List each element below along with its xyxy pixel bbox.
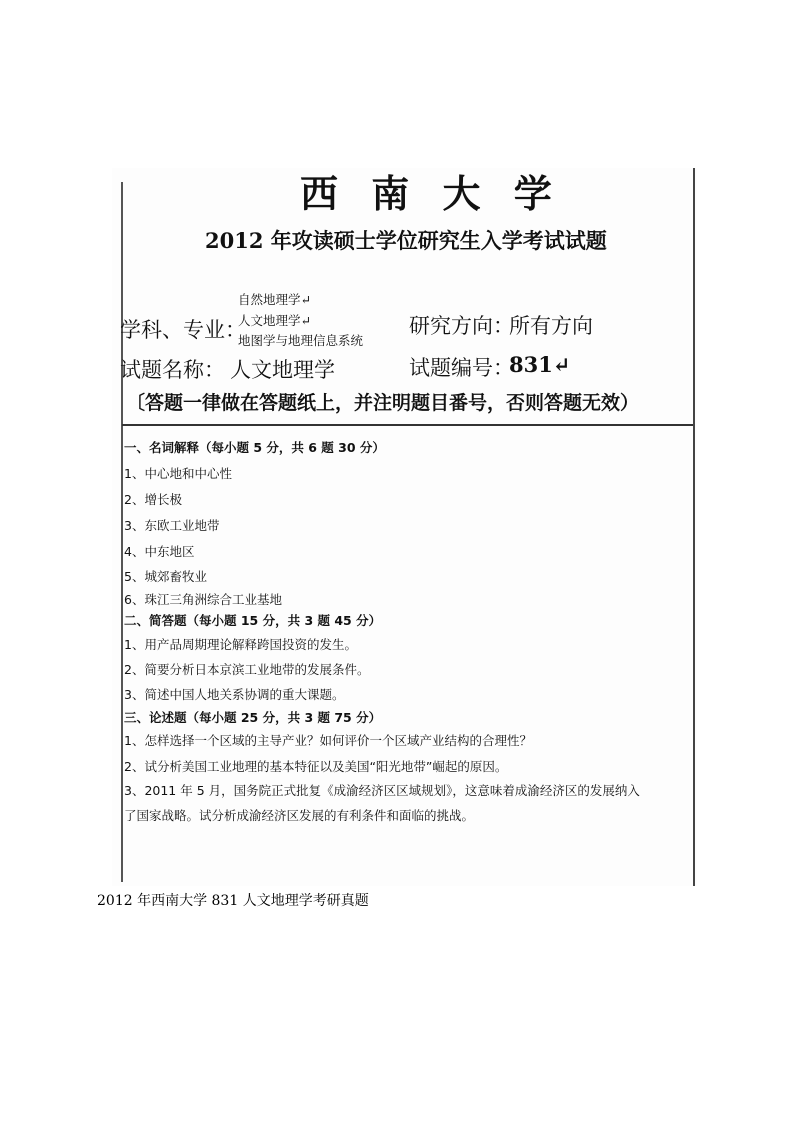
paper-code-value: 831↵	[509, 352, 571, 377]
paper-name-label: 试题名称：	[120, 358, 225, 382]
list-item: 1、用产品周期理论解释跨国投资的发生。	[124, 637, 357, 652]
scan-left-border	[121, 182, 123, 882]
major-2: 人文地理学↵	[238, 313, 311, 328]
header-divider	[122, 424, 693, 426]
major-3: 地图学与地理信息系统	[238, 333, 364, 348]
list-item: 3、简述中国人地关系协调的重大课题。	[124, 687, 345, 702]
list-item: 3、东欧工业地带	[124, 518, 220, 533]
scan-right-border	[693, 168, 695, 886]
list-item: 4、中东地区	[124, 544, 195, 559]
section-heading-essay: 三、论述题（每小题 25 分，共 3 题 75 分）	[124, 710, 382, 725]
list-item: 5、城郊畜牧业	[124, 569, 207, 584]
document-caption: 2012 年西南大学 831 人文地理学考研真题	[97, 893, 369, 909]
exam-title: 2012 年攻读硕士学位研究生入学考试试题	[205, 228, 607, 253]
list-item: 2、试分析美国工业地理的基本特征以及美国“阳光地带”崛起的原因。	[124, 759, 508, 774]
direction-value: 所有方向	[509, 314, 593, 338]
list-item: 1、中心地和中心性	[124, 466, 232, 481]
direction-label: 研究方向：	[409, 314, 514, 338]
paper-name-value: 人文地理学	[230, 358, 335, 382]
section-heading-definitions: 一、名词解释（每小题 5 分，共 6 题 30 分）	[124, 440, 385, 455]
list-item: 2、简要分析日本京滨工业地带的发展条件。	[124, 662, 370, 677]
list-item: 3、2011 年 5 月，国务院正式批复《成渝经济区区域规划》，这意味着成渝经济区的发展纳入	[124, 783, 640, 798]
major-1: 自然地理学↵	[238, 292, 311, 307]
list-item: 1、怎样选择一个区域的主导产业？如何评价一个区域产业结构的合理性？	[124, 733, 532, 748]
subject-label: 学科、专业：	[120, 318, 246, 342]
list-item: 6、珠江三角洲综合工业基地	[124, 592, 282, 607]
section-heading-short-answer: 二、简答题（每小题 15 分，共 3 题 45 分）	[124, 613, 382, 628]
list-item: 2、增长极	[124, 492, 182, 507]
university-title: 西 南 大 学	[300, 171, 562, 216]
answer-notice: 〔答题一律做在答题纸上，并注明题目番号，否则答题无效）	[126, 392, 640, 414]
paper-code-label: 试题编号：	[409, 356, 514, 380]
list-item: 了国家战略。试分析成渝经济区发展的有利条件和面临的挑战。	[124, 808, 475, 823]
